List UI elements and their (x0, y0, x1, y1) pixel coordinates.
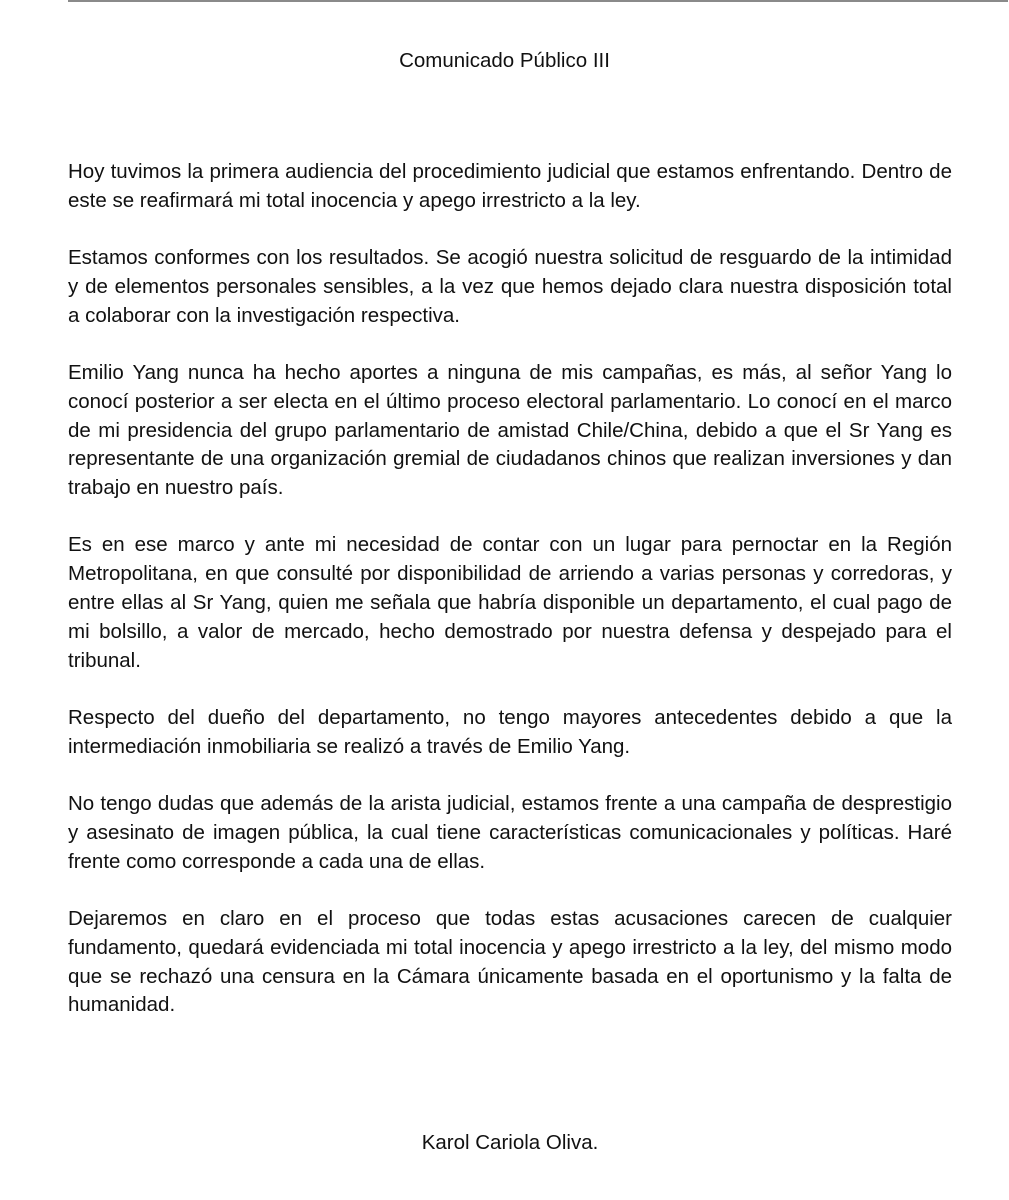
paragraph-4: Es en ese marco y ante mi necesidad de contar con un lugar para pernoctar en la Región Metropolitana, en que consulté por disponibilidad de arriendo a varias personas y corredoras, y entre ellas al Sr Yang, quien me señala que habría disponible un departamento, el cual pago de mi bolsillo, a valor de mercado, hecho demostrado por nuestra defensa y despejado para el tribunal. (68, 533, 952, 672)
paragraph-2: Estamos conformes con los resultados. Se acogió nuestra solicitud de resguardo de la intimidad y de elementos personales sensibles, a la vez que hemos dejado clara nuestra disposición total a colaborar con la investigación respectiva. (68, 246, 952, 327)
paragraph-6: No tengo dudas que además de la arista judicial, estamos frente a una campaña de desprestigio y asesinato de imagen pública, la cual tiene características comunicacionales y políticas. Haré frente como corresponde a cada una de ellas. (68, 792, 952, 873)
paragraph-7: Dejaremos en claro en el proceso que todas estas acusaciones carecen de cualquier fundamento, quedará evidenciada mi total inocencia y apego irrestricto a la ley, del mismo modo que se rechazó una censura en la Cámara únicamente basada en el oportunismo y la falta de humanidad. (68, 906, 952, 1017)
paragraph-3: Emilio Yang nunca ha hecho aportes a ninguna de mis campañas, es más, al señor Yang lo conocí posterior a ser electa en el último proceso electoral parlamentario. Lo conocí en el marco de mi presidencia del grupo parlamentario de amistad Chile/China, debido a que el Sr Yang es representante de una organización gremial de ciudadanos chinos que realizan inversiones y dan trabajo en nuestro país. (68, 360, 952, 500)
signature: Karol Cariola Oliva. (421, 1131, 599, 1154)
top-divider (68, 0, 1008, 2)
page-title: Comunicado Público III (399, 49, 610, 72)
paragraph-5: Respecto del dueño del departamento, no tengo mayores antecedentes debido a que la intermediación inmobiliaria se realizó a través de Emilio Yang. (68, 705, 952, 758)
paragraph-1: Hoy tuvimos la primera audiencia del procedimiento judicial que estamos enfrentando. Dentro de este se reafirmará mi total inocencia y apego irrestricto a la ley. (68, 160, 952, 212)
document-body (68, 158, 952, 1049)
